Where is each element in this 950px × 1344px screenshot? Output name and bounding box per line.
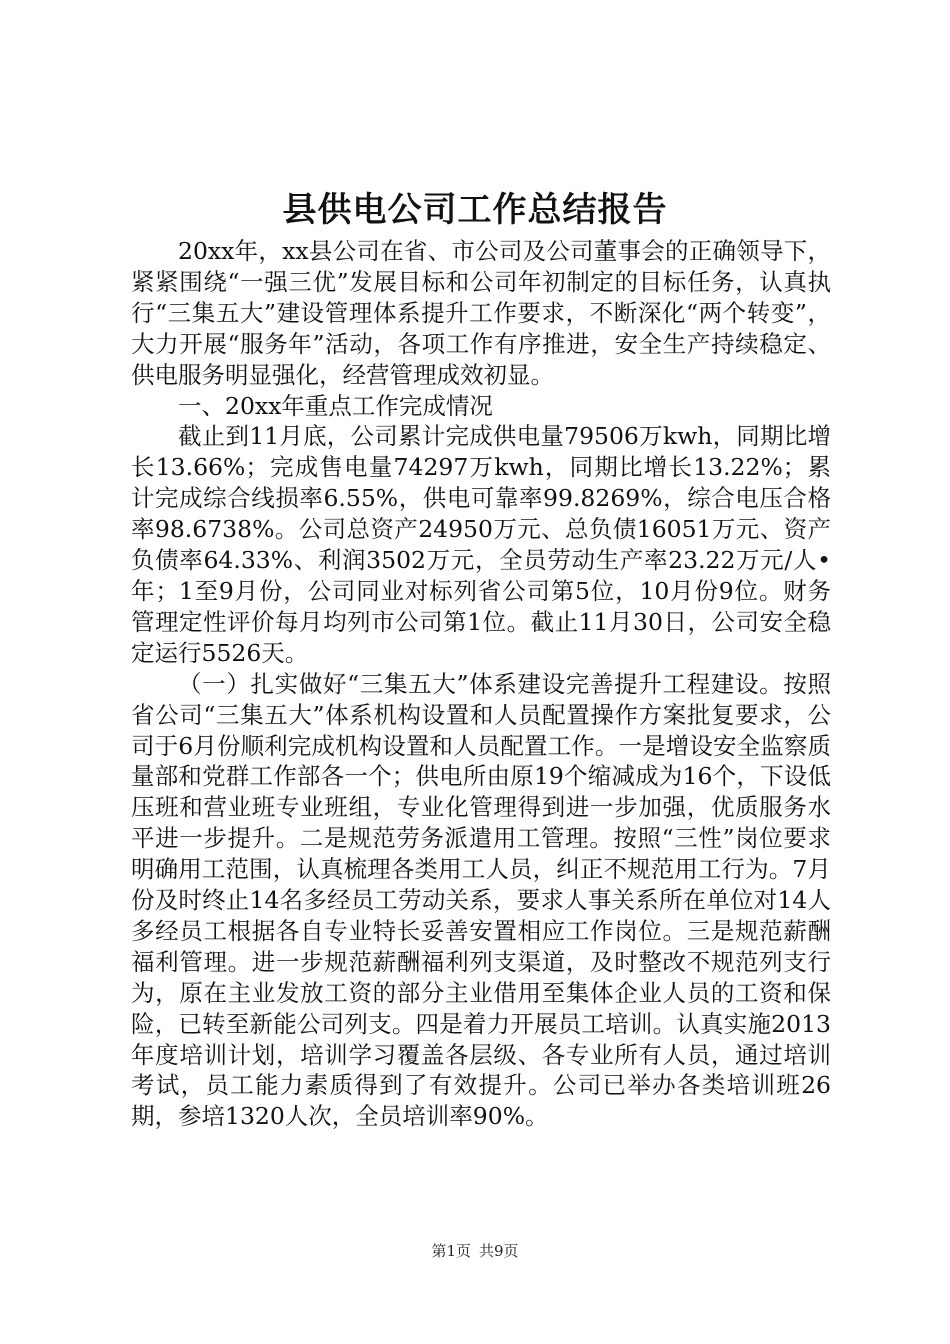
paragraph-subsection-one: （一）扎实做好“三集五大”体系建设完善提升工程建设。按照省公司“三集五大”体系机构设置和人员配置操作方案批复要求，公司于6月份顺利完成机构设置和人员配置工作。一是增设安全监察质量部和党群工作部各一个；供电所由原19个缩减成为16个，下设低压班和营业班专业班组，专业化管理得到进一步加强，优质服务水平进一步提升。二是规范劳务派遣用工管理。按照“三性”岗位要求明确用工范围，认真梳理各类用工人员，纠正不规范用工行为。7月份及时终止14名多经员工劳动关系，要求人事关系所在单位对14人多经员工根据各自专业特长妥善安置相应工作岗位。三是规范薪酬福利管理。进一步规范薪酬福利列支渠道，及时整改不规范列支行为，原在主业发放工资的部分主业借用至集体企业人员的工资和保险，已转至新能公司列支。四是着力开展员工培训。认真实施2013年度培训计划，培训学习覆盖各层级、各专业所有人员，通过培训考试，员工能力素质得到了有效提升。公司已举办各类培训班26期，参培1320人次，全员培训率90%。: [131, 669, 831, 1131]
page-footer: [0, 1240, 950, 1262]
paragraph-statistics: 截止到11月底，公司累计完成供电量79506万kwh，同期比增长13.66%；完成售电量74297万kwh，同期比增长13.22%；累计完成综合线损率6.55%，供电可靠率99.8269%，综合电压合格率98.6738%。公司总资产24950万元、总负债16051万元、资产负债率64.33%、利润3502万元，全员劳动生产率23.22万元/人•年；1至9月份，公司同业对标列省公司第5位，10月份9位。财务管理定性评价每月均列市公司第1位。截止11月30日，公司安全稳定运行5526天。: [131, 422, 831, 667]
document-body: [131, 236, 831, 1132]
document-title: 县供电公司工作总结报告: [282, 190, 668, 230]
paragraph-intro: 20xx年，xx县公司在省、市公司及公司董事会的正确领导下，紧紧围绕“一强三优”发展目标和公司年初制定的目标任务，认真执行“三集五大”建设管理体系提升工作要求，不断深化“两个转变”，大力开展“服务年”活动，各项工作有序推进，安全生产持续稳定、供电服务明显强化，经营管理成效初显。: [131, 237, 831, 389]
page-total: 共9页: [479, 1242, 519, 1260]
page-number: 第1页: [431, 1242, 471, 1260]
section-heading: 一、20xx年重点工作完成情况: [178, 391, 493, 420]
